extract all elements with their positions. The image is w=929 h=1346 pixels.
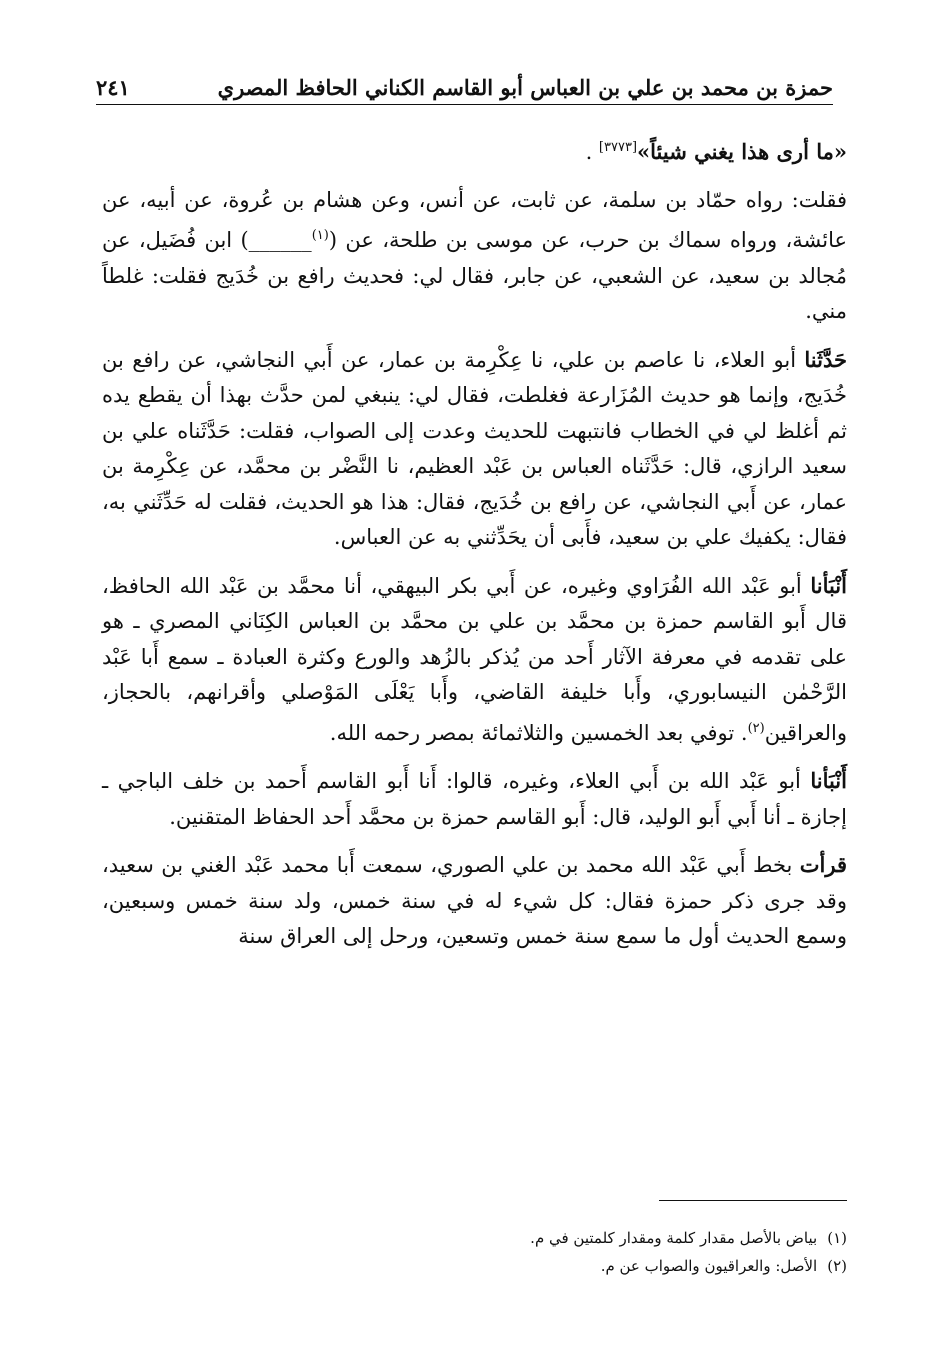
main-text (102, 130, 847, 967)
paragraph-text: بخط أَبي عَبْد الله محمد بن علي الصوري، سمعت أَبا محمد عَبْد الغني بن سعيد، وقد جرى ذكر حمزة فقال: كل شيء له في سنة خمس، ولد سنة خمس وسبعين، وسمع الحديث أول ما سمع سنة خمس وتسعين، ورحل إلى العراق سنة (102, 853, 847, 948)
footnote-ref-2: (٢) (747, 720, 765, 736)
chain-lead-word: حَدَّثَنا (804, 346, 847, 372)
footnote-1 (102, 1224, 847, 1252)
running-header (96, 60, 833, 100)
chain-lead-word: أَنْبَأنا (810, 572, 847, 598)
quote-text: «ما أرى هذا يغني شيئاً» (637, 139, 847, 164)
footnote-text: الأصل: والعراقيون والصواب عن م. (600, 1257, 818, 1275)
header-divider (96, 104, 833, 105)
page-number: ٢٤١ (96, 75, 130, 100)
paragraph-4 (102, 568, 847, 752)
reference-number: [٣٧٧٣] (598, 140, 638, 155)
footnote-text: بياض بالأصل مقدار كلمة ومقدار كلمتين في م. (530, 1229, 818, 1247)
paragraph-text: . (585, 140, 599, 164)
footnote-divider (659, 1200, 847, 1201)
footnote-ref-1: (١) (311, 228, 329, 243)
paragraph-1 (102, 130, 847, 171)
paragraph-text: أبو العلاء، نا عاصم بن علي، نا عِكْرِمة بن عمار، عن أَبي النجاشي، عن رافع بن خُدَيج، وإنما هو حديث المُزَارعة فغلطت، فقال لي: ينبغي لمن حدَّث بهذا أن يقطع يده ثم أغلظ لي في الخطاب فانتبهت للحديث وعدت إلى الصواب، فقلت: حَدَّثَناه علي بن سعيد الرازي، قال: حَدَّثَناه العباس بن عَبْد العظيم، نا النَّضْر بن محمَّد، عن عِكْرِمة بن عمار، عن أَبي النجاشي، عن رافع بن خُدَيج، فقال: هذا هو الحديث، فقلت له حَدِّثَني به، فقال: يكفيك علي بن سعيد، فأَبى أن يحَدِّثني به عن العباس. (102, 347, 847, 549)
footnote-2 (102, 1252, 847, 1280)
paragraph-5 (102, 763, 847, 835)
paragraph-2 (102, 183, 847, 330)
paragraph-text-continued: . توفي بعد الخمسين والثلاثمائة بمصر رحمه الله. (329, 720, 748, 745)
paragraph-6 (102, 847, 847, 955)
paragraph-text: أبو عَبْد الله بن أَبي العلاء، وغيره، قالوا: أَنا أَبو القاسم أَحمد بن خلف الباجي ـ إجازة ـ أنا أَبي أَبو الوليد، قال: أَبو القاسم حمزة بن محمَّد أَحد الحفاظ المتقنين. (102, 769, 847, 829)
running-title: حمزة بن محمد بن علي بن العباس أبو القاسم الكناني الحافظ المصري (217, 75, 833, 100)
footnote-number: (١) (827, 1229, 847, 1247)
chain-lead-word: أَنْبَأنا (810, 768, 847, 793)
paragraph-3 (102, 342, 847, 556)
footnote-number: (٢) (827, 1257, 847, 1275)
paragraph-text: أبو عَبْد الله الفُرَاوي وغيره، عن أَبي بكر البيهقي، أنا محمَّد بن عَبْد الله الحافظ، قال أَبو القاسم حمزة بن محمَّد بن علي بن محمَّد بن العباس الكِنَاني المصري ـ هو على تقدمه في معرفة الآثار أَحد من يُذكر بالزُهد والورع وكثرة العبادة ـ سمع أَبا عَبْد الرَّحْمٰن النيسابوري، وأَبا خليفة القاضي، وأَبا يَعْلَى المَوْصلي وأقرانهم، بالحجاز، والعراقين (102, 573, 847, 745)
chain-lead-word: قرأت (799, 852, 847, 877)
paragraph-text-continued: ______) ابن فُضَيل، عن مُجالد بن سعيد، عن الشعبي، عن جابر، فقال لي: فحديث رافع بن خُدَيج فقلت: غلطاً مني. (102, 228, 847, 323)
footnotes (102, 1224, 847, 1280)
paragraph-text: فقلت: رواه حمّاد بن سلمة، عن ثابت، عن أنس، وعن هشام بن عُروة، عن أبيه، عن عائشة، ورواه سماك بن حرب، عن موسى بن طلحة، عن ( (102, 187, 847, 252)
